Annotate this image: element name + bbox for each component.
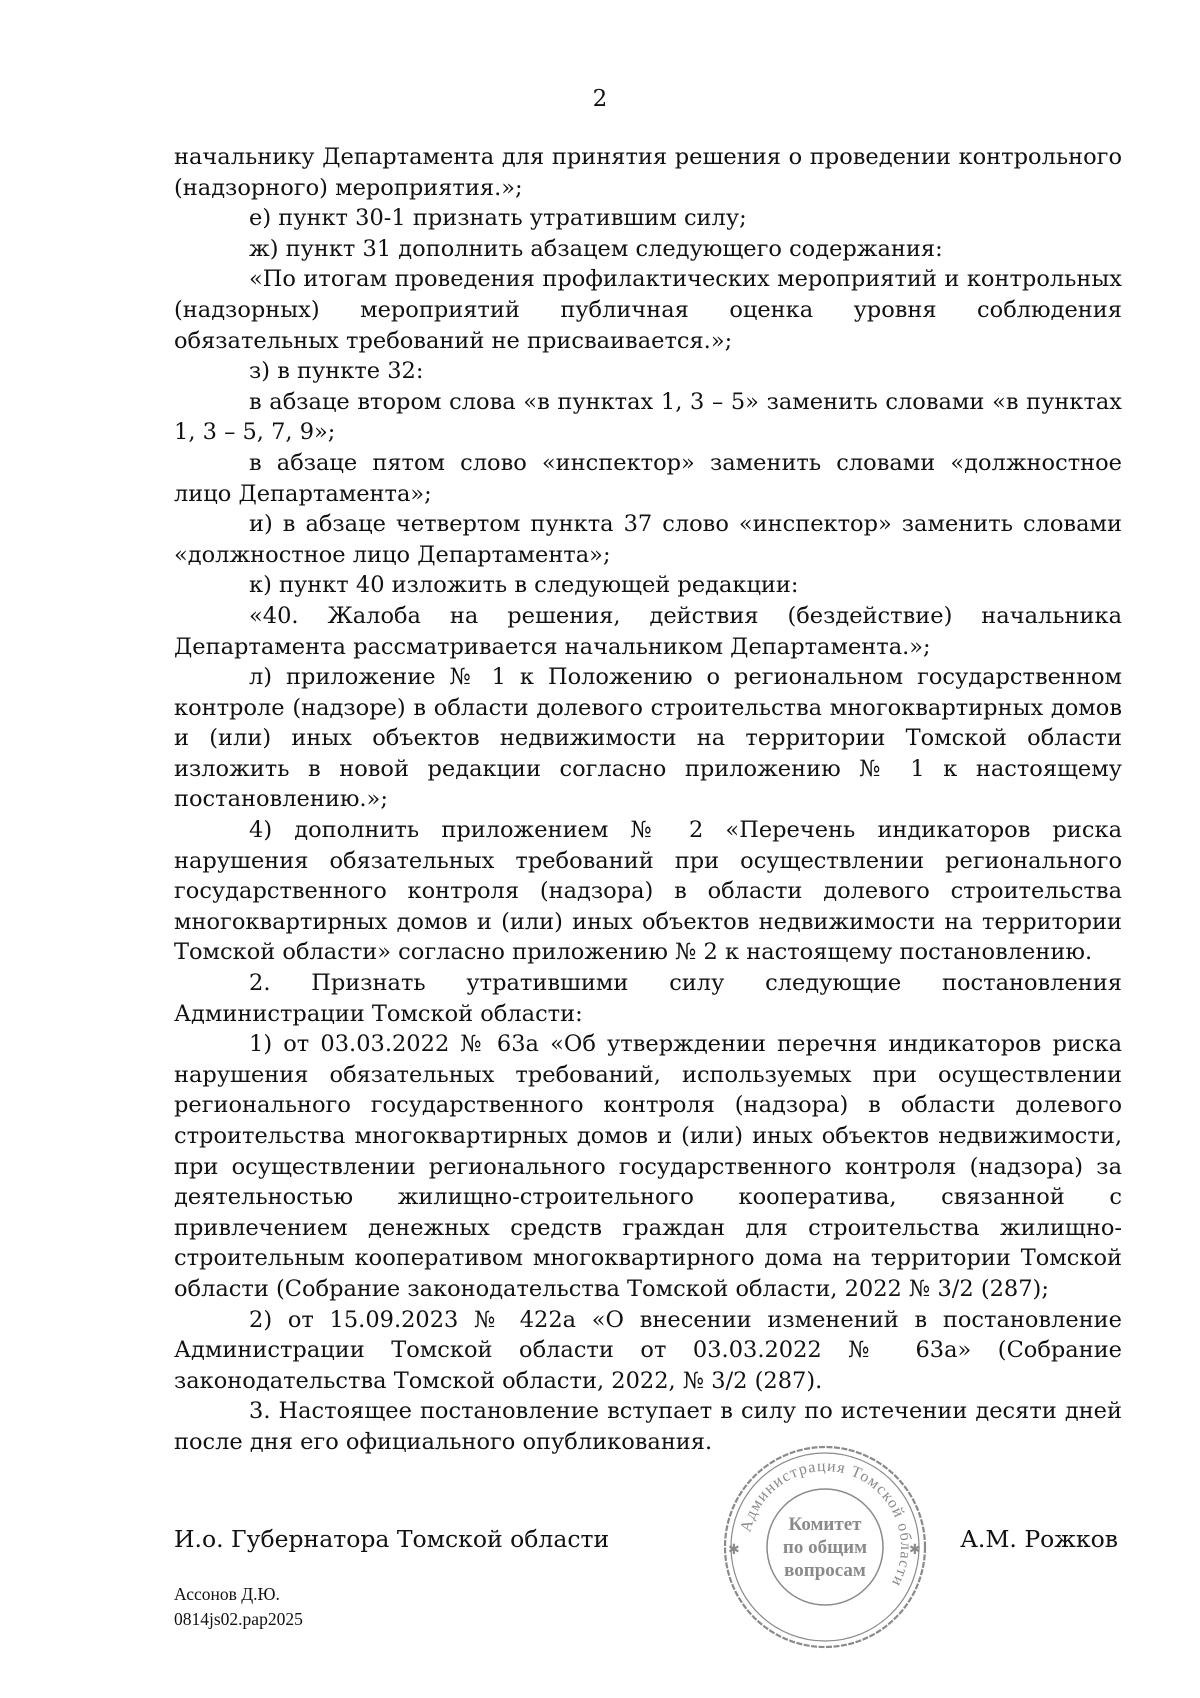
stamp-center-line3: вопросам <box>784 1560 866 1581</box>
paragraph: 1) от 03.03.2022 № 63а «Об утверждении перечня индикаторов риска нарушения обязательных требований, используемых при осуществлении регионального государственного контроля (надзора) в области долевого строительства многоквартирных домов и (или) иных объектов недвижимости, при осуществлении регионального государственного контроля (надзора) за деятельностью жилищно-строительного кооператива, связанной с привлечением денежных средств граждан для строительства жилищно-строительным кооперативом многоквартирного дома на территории Томской области (Собрание законодательства Томской области, 2022 № 3/2 (287); <box>174 1031 1122 1302</box>
paragraph: «По итогам проведения профилактических мероприятий и контрольных (надзорных) мероприятий публичная оценка уровня соблюдения обязательных требований не присваивается.»; <box>174 266 1122 354</box>
document-body <box>174 142 1122 1458</box>
paragraph: е) пункт 30-1 признать утратившим силу; <box>249 205 747 232</box>
svg-text:✱: ✱ <box>728 1543 740 1558</box>
paragraph: 4) дополнить приложением № 2 «Перечень индикаторов риска нарушения обязательных требований при осуществлении регионального государственного контроля (надзора) в области долевого строительства многоквартирных домов и (или) иных объектов недвижимости на территории Томской области» согласно приложению № 2 к настоящему постановлению. <box>174 817 1122 966</box>
signatory-name: А.М. Рожков <box>960 1525 1118 1553</box>
paragraph: 2. Признать утратившими силу следующие постановления Администрации Томской области: <box>174 970 1122 1027</box>
paragraph: 2) от 15.09.2023 № 422а «О внесении изменений в постановление Администрации Томской области от 03.03.2022 № 63а» (Собрание законодательства Томской области, 2022, № 3/2 (287). <box>174 1306 1122 1394</box>
paragraph: 3. Настоящее постановление вступает в силу по истечении десяти дней после дня его официального опубликования. <box>174 1398 1122 1455</box>
executor-block <box>174 1582 303 1632</box>
stamp-center-line1: Комитет <box>788 1514 862 1535</box>
stamp-seal-icon <box>720 1442 930 1652</box>
paragraph: л) приложение № 1 к Положению о региональном государственном контроле (надзоре) в области долевого строительства многоквартирных домов и (или) иных объектов недвижимости на территории Томской области изложить в новой редакции согласно приложению № 1 к настоящему постановлению.»; <box>174 664 1122 813</box>
paragraph: в абзаце втором слова «в пунктах 1, 3 – 5» заменить словами «в пунктах 1, 3 – 5, 7, 9»; <box>174 388 1122 446</box>
paragraph: начальнику Департамента для принятия решения о проведении контрольного (надзорного) мероприятия.»; <box>174 144 1122 201</box>
paragraph: к) пункт 40 изложить в следующей редакции: <box>249 572 799 599</box>
stamp-ring-text: Администрация Томской области <box>737 1457 915 1590</box>
signatory-title: И.о. Губернатора Томской области <box>174 1525 610 1553</box>
executor-name: Ассонов Д.Ю. <box>174 1584 280 1604</box>
paragraph: в абзаце пятом слово «инспектор» заменить словами «должностное лицо Департамента»; <box>174 449 1122 507</box>
page-number: 2 <box>592 86 608 112</box>
svg-text:✱: ✱ <box>909 1543 921 1558</box>
paragraph: з) в пункте 32: <box>249 358 424 385</box>
stamp-center-line2: по общим <box>782 1537 868 1558</box>
paragraph: и) в абзаце четвертом пункта 37 слово «инспектор» заменить словами «должностное лицо Департамента»; <box>174 511 1122 568</box>
paragraph: ж) пункт 31 дополнить абзацем следующего содержания: <box>249 235 943 262</box>
paragraph: «40. Жалоба на решения, действия (бездействие) начальника Департамента рассматривается начальником Департамента.»; <box>174 602 1122 660</box>
official-stamp <box>720 1442 930 1652</box>
executor-file: 0814js02.pap2025 <box>174 1609 303 1629</box>
